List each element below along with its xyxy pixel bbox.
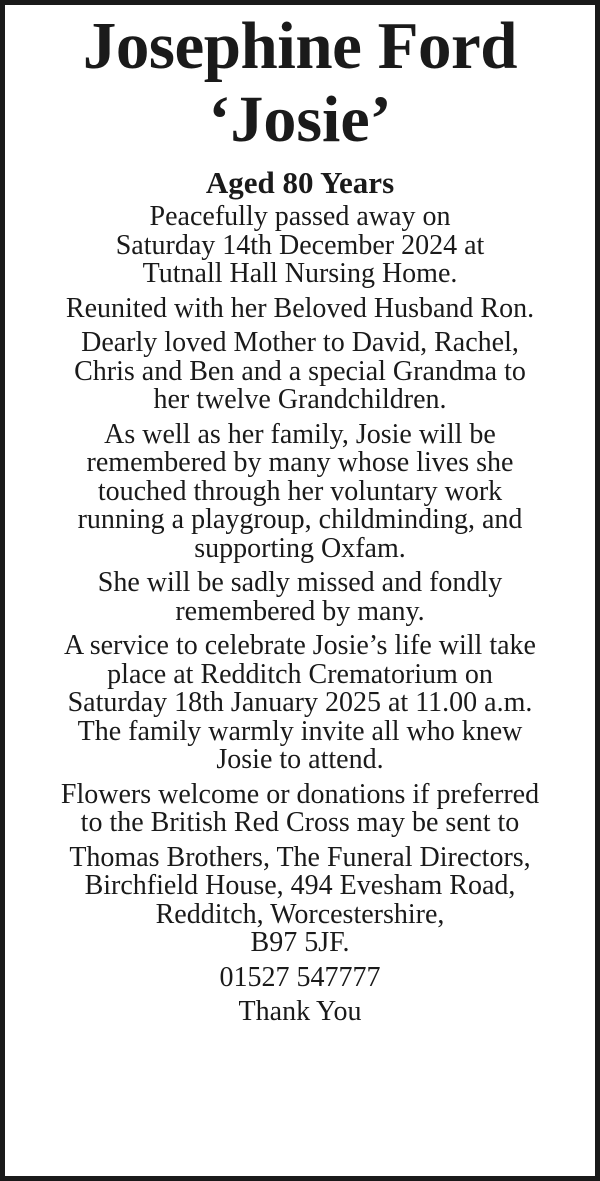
text-line: Peacefully passed away on — [149, 201, 451, 232]
text-line: As well as her family, Josie will be — [104, 418, 496, 450]
text-line: Thank You — [238, 996, 362, 1027]
reunited-paragraph — [15, 292, 585, 324]
text-line: Dearly loved Mother to David, Rachel, — [81, 327, 519, 358]
text-line: her twelve Grandchildren. — [153, 384, 447, 415]
missed-paragraph — [15, 569, 585, 626]
text-line: Tutnall Hall Nursing Home. — [142, 258, 458, 289]
text-line: place at Redditch Crematorium on — [107, 658, 493, 690]
service-paragraph — [15, 632, 585, 775]
closing-thanks — [15, 998, 585, 1027]
text-line: Chris and Ben and a special Grandma to — [74, 355, 526, 387]
text-line: supporting Oxfam. — [194, 532, 406, 564]
text-line: Josie to attend. — [216, 744, 384, 775]
funeral-director-address — [15, 841, 585, 958]
text-line: B97 5JF. — [250, 927, 350, 958]
text-line: touched through her voluntary work — [97, 475, 503, 507]
flowers-paragraph — [15, 778, 585, 838]
text-line: running a playgroup, childminding, and — [77, 504, 523, 535]
text-line: She will be sadly missed and fondly — [97, 567, 503, 598]
text-line: A service to celebrate Josie’s life will take — [64, 630, 536, 661]
text-line: Flowers welcome or donations if preferred — [60, 778, 540, 810]
text-line: remembered by many. — [175, 595, 425, 627]
text-line: Reunited with her Beloved Husband Ron. — [65, 292, 535, 324]
text-line: Saturday 14th December 2024 at — [115, 229, 485, 261]
age-line: Aged 80 Years — [205, 165, 395, 200]
deceased-name: Josephine Ford — [82, 9, 518, 83]
text-line: Saturday 18th January 2025 at 11.00 a.m. — [67, 687, 533, 718]
passing-paragraph — [15, 203, 585, 289]
text-line: remembered by many whose lives she — [86, 447, 514, 478]
tribute-paragraph — [15, 418, 585, 564]
text-line: to the British Red Cross may be sent to — [80, 807, 520, 838]
text-line: Redditch, Worcestershire, — [155, 898, 445, 930]
text-line: The family warmly invite all who knew — [77, 715, 523, 747]
text-line: 01527 547777 — [219, 961, 381, 993]
text-line: Birchfield House, 494 Evesham Road, — [84, 870, 516, 901]
phone-number — [15, 961, 585, 993]
family-paragraph — [15, 329, 585, 415]
text-line: Thomas Brothers, The Funeral Directors, — [69, 841, 531, 873]
deceased-nickname: ‘Josie’ — [208, 83, 392, 156]
